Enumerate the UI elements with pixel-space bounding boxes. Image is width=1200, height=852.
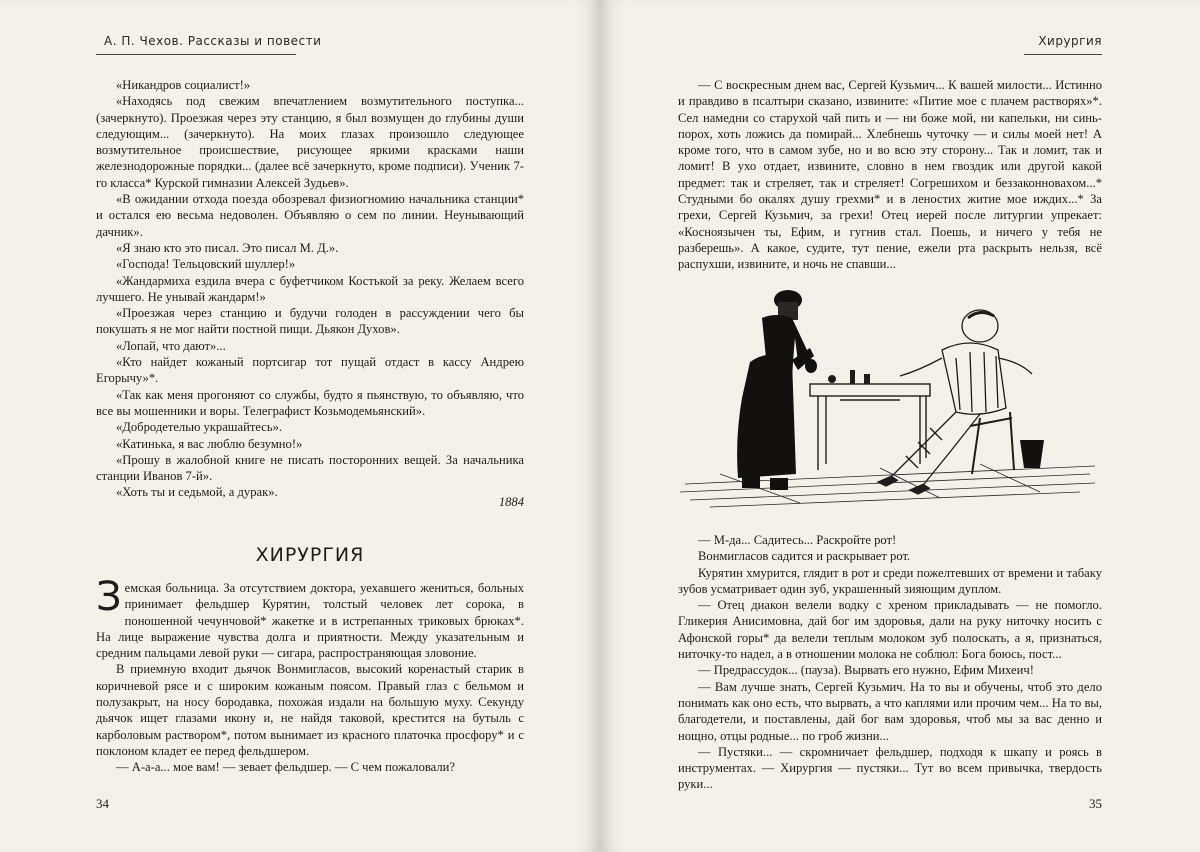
paragraph: «Я знаю кто это писал. Это писал М. Д.». xyxy=(116,240,339,255)
paragraph: «Добродетелью украшайтесь». xyxy=(116,420,283,435)
header-rule-left xyxy=(96,54,296,55)
paragraph: «Так как меня прогоняют со службы, будто я пьянствую, то объявляю, что все вы мошенники и воры. Телеграфист Козьмодемьянский». xyxy=(96,387,524,418)
right-page-bottom-text xyxy=(678,532,1102,793)
story-year: 1884 xyxy=(498,495,524,509)
header-rule-right xyxy=(1024,54,1102,55)
story-opening-text xyxy=(96,574,524,776)
paragraph: — Вам лучше знать, Сергей Кузьмич. На то вы и обучены, чтоб это дело понимать как оно есть, что вырвать, а что каплями или прочим чем... На то вы, благодетели, и поставлены, дай бог вам здоровья, чтоб мы за вас денно и нощно, отцы родные... по гроб жизни... xyxy=(678,679,1102,743)
paragraph: — М-да... Садитесь... Раскройте рот! xyxy=(698,533,897,547)
paragraph: Вонмигласов садится и раскрывает рот. xyxy=(698,549,911,564)
first-paragraph xyxy=(96,574,524,661)
paragraph: В приемную входит дьячок Вонмигласов, высокий коренастый старик в коричневой рясе и с широким кожаным поясом. Правый глаз с бельмом и полузакрыт, на носу бородавка, похожая издали на большую муху. Секунду дьячок ищет глазами икону и, не найдя таковой, крестится на бутыль с карболовым раствором*, потом вынимает из красного платочка просфору* и с поклоном кладет ее перед фельдшером. xyxy=(96,662,524,758)
paragraph: «Хоть ты и седьмой, а дурак». xyxy=(116,485,278,500)
left-page-text xyxy=(96,77,524,501)
paragraph: «Катинька, я вас люблю безумно!» xyxy=(116,436,303,451)
running-title-right: Хирургия xyxy=(1038,34,1102,48)
story-title: ХИРУРГИЯ xyxy=(255,544,365,566)
paragraph: «Кто найдет кожаный портсигар тот пущай отдаст в кассу Андрею Егорычу»*. xyxy=(96,355,524,386)
paragraph: — Предрассудок... (пауза). Вырвать его нужно, Ефим Михеич! xyxy=(698,663,1034,678)
paragraph: — А-а-а... мое вам! — зевает фельдшер. — С чем пожаловали? xyxy=(116,760,455,775)
paragraph: «Прошу в жалобной книге не писать посторонних вещей. За начальника станции Иванов 7-й». xyxy=(96,452,524,484)
page-number-right: 35 xyxy=(1089,796,1102,811)
deacon-figure-icon xyxy=(737,290,817,490)
page-number-left: 34 xyxy=(96,796,109,811)
paragraph: «Лопай, что дают»... xyxy=(116,338,226,353)
right-page-top-text xyxy=(678,77,1102,273)
illustration-deacon-and-feldsher xyxy=(680,278,1100,510)
chair-icon xyxy=(970,412,1014,474)
table-icon xyxy=(810,384,930,470)
paragraph: «Жандармиха ездила вчера с буфетчиком Костькой за реку. Желаем всего лучшего. Не унывай жандарм!» xyxy=(96,273,524,304)
paragraph: «Проезжая через станцию и будучи голоден в рассуждении чего бы покушать я не мог найти постной пищи. Дьякон Духов». xyxy=(96,306,524,337)
paragraph: — С воскресным днем вас, Сергей Кузьмич... К вашей милости... Истинно и правдиво в псалтыри сказано, извините: «Питие мое с плачем растворях»*. Сел намедни со старухой чай пить и — ни боже мой, ни капельки, ни синь-порох, хоть ложись да помирай... Хлебнешь чуточку — и силы моей нет! А кроме того, что в самом зубе, но и во всю эту сторону... Так и ломит, так и ломит! В ухо отдает, извините, словно в нем гвоздик или другой какой предмет: так и стреляет, так и стреляет! Согрешихом и беззаконноваxом...* Студными бо окаляx душу грехми* и в леностиx житие мое иждих...* За грехи, Сергей Кузьмич, за грехи! Отец иерей после литургии упрекает: «Косноязычен ты, Ефим, и гугнив стал. Поешь, и ничего у тебя не разберешь». А какое, судите, тут пение, ежели рта раскрыть нельзя, всё распухши, извините, и ночь не спавши... xyxy=(678,78,1102,272)
drop-cap: З xyxy=(96,574,122,620)
paragraph: «Никандров социалист!» xyxy=(116,78,251,92)
feldsher-figure-icon xyxy=(878,310,1032,494)
paragraph: Курятин хмурится, глядит в рот и среди пожелтевших от времени и табаку зубов усматривает один зуб, украшенный зияющим дуплом. xyxy=(678,565,1102,596)
paragraph: «Господа! Тельцовский шуллер!» xyxy=(116,257,296,272)
paragraph: «Находясь под свежим впечатлением возмутительного поступка... (зачеркнуто). Проезжая через эту станцию, я был возмущен до глубины души следующим... (зачеркнуто). На моих глазах произошло следующее возмутительное происшествие, рисующее яркими красками наши железнодорожные порядки... (далее всё зачеркнуто, кроме подписи). Ученик 7-го класса* Курской гимназии Алексей Зудьев». xyxy=(96,94,524,190)
paragraph: — Отец диакон велели водку с хреном прикладывать — не помогло. Гликерия Анисимовна, дай бог им здоровья, дали на руку ниточку носить с Афонской горы* да велели теплым молоком зуб полоскать, а я, признаться, ниточку-то надел, а в отношении молока не соблюл: Бога боюсь, пост... xyxy=(678,598,1102,662)
paragraph: — Пустяки... — скромничает фельдшер, подходя к шкапу и роясь в инструментах. — Хирургия — пустяки... Тут во всем привычка, твердость руки... xyxy=(678,744,1102,792)
bottles-icon xyxy=(828,370,870,384)
paragraph: «В ожидании отхода поезда обозревал физиогномию начальника станции* и остался ею весьма недоволен. Объявляю о сем по линии. Неунывающий дачник». xyxy=(96,192,524,239)
running-title-left: А. П. Чехов. Рассказы и повести xyxy=(104,34,322,48)
bucket-icon xyxy=(1020,440,1044,468)
first-paragraph-text: емская больница. За отсутствием доктора, уехавшего жениться, больных принимает фельдшер Курятин, толстый человек лет сорока, в поношенной чечунчовой* жакетке и в истрепанных триковых брюках*. На лице выражение чувства долга и приятности. Между указательным и средним пальцами левой руки — сигара, распространяющая зловоние. xyxy=(96,581,524,661)
